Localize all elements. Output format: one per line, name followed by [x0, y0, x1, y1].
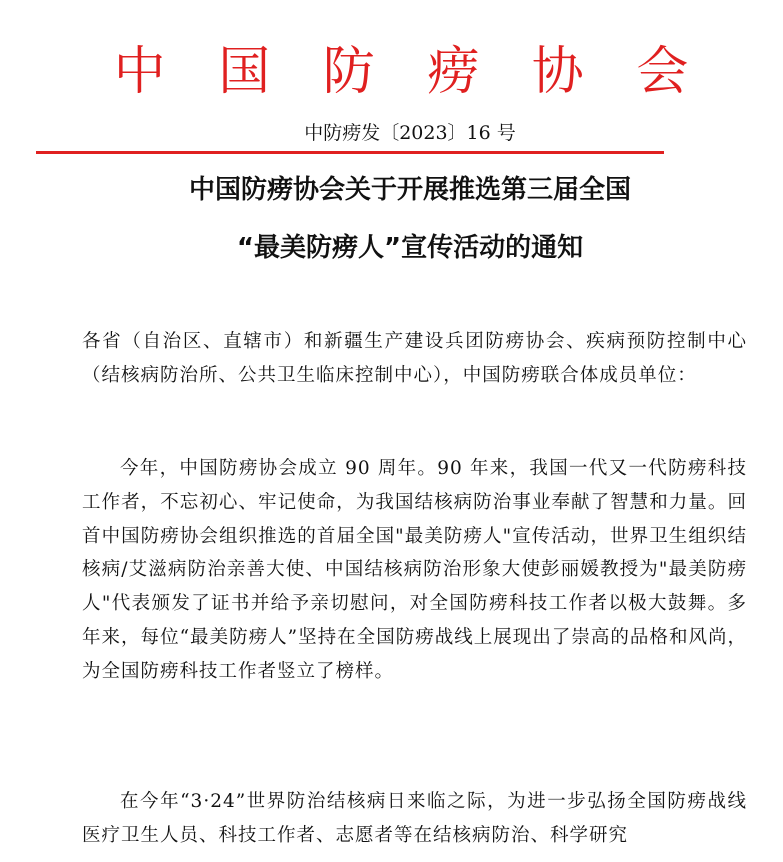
body-paragraph-1: 今年，中国防痨协会成立 90 周年。90 年来，我国一代又一代防痨科技工作者，不忘初心、牢记使命，为我国结核病防治事业奉献了智慧和力量。回首中国防痨协会组织推选的首届全国"最美防痨人"宣传活动，世界卫生组织结核病/艾滋病防治亲善大使、中国结核病防治形象大使彭丽媛教授为"最美防痨人"代表颁发了证书并给予亲切慰问，对全国防痨科技工作者以极大鼓舞。多年来，每位“最美防痨人”坚持在全国防痨战线上展现出了崇高的品格和风尚，为全国防痨科技工作者竖立了榜样。: [82, 458, 747, 682]
addressee-paragraph: 各省（自治区、直辖市）和新疆生产建设兵团防痨协会、疾病预防控制中心（结核病防治所、公共卫生临床控制中心），中国防痨联合体成员单位：: [82, 331, 747, 386]
document-title-line-1: 中国防痨协会关于开展推选第三届全国: [188, 175, 631, 205]
document-title-line-2: “最美防痨人”宣传活动的通知: [236, 233, 584, 263]
organization-letterhead: 中 国 防 痨 协 会: [113, 42, 707, 102]
document-number: 中防痨发〔2023〕16 号: [304, 122, 516, 144]
body-paragraph-2: 在今年“3·24”世界防治结核病日来临之际，为进一步弘扬全国防痨战线医疗卫生人员、科技工作者、志愿者等在结核病防治、科学研究: [82, 791, 747, 846]
header-divider: [36, 151, 664, 154]
